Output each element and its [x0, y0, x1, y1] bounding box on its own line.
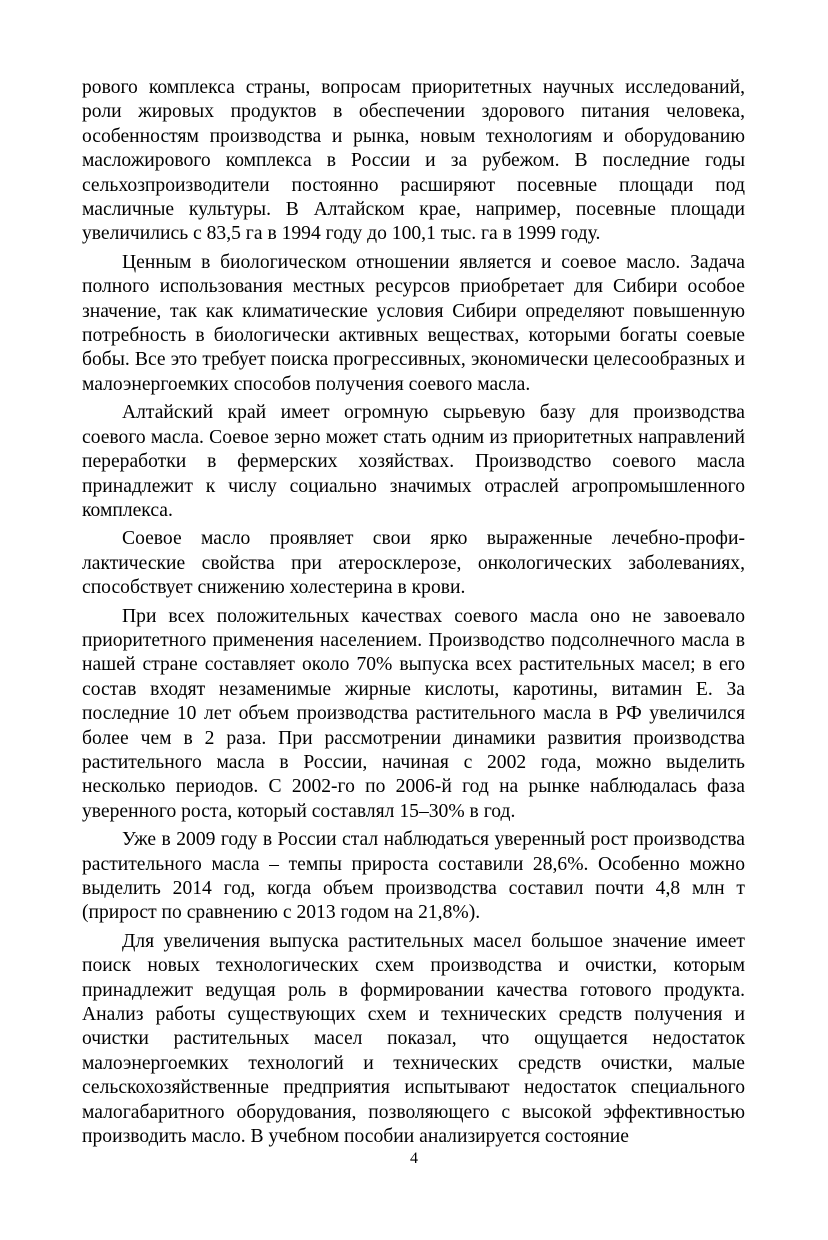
paragraph-7: Для увеличения выпуска растительных масел большое значение имеет поиск новых технологических схем производства и очистки, которым принадлежит ведущая роль в формировании качества готового продукта. Анализ работы существующих схем и технических средств получения и очистки растительных масел показал, что ощущается недостаток малоэнергоемких технологий и технических средств очистки, малые сельскохозяйственные предприятия испытывают недостаток специального малогабаритного оборудования, позволяющего с высокой эффективностью производить масло. В учебном пособии анализируется состояние [82, 930, 745, 1148]
paragraph-5: При всех положительных качествах соевого масла оно не завоевало приоритетного применения населением. Производство подсолнечного масла в нашей стране составляет около 70% выпуска всех растительных масел; в его состав входят незаменимые жирные кислоты, каротины, витамин Е. За последние 10 лет объем производства растительного масла в РФ увеличился более чем в 2 раза. При рассмотрении динамики развития производства растительного масла в России, начиная с 2002 года, можно выделить несколько периодов. С 2002-го по 2006-й год на рынке наблюдалась фаза уверенного роста, который составлял 15–30% в год. [82, 605, 745, 822]
page-number: 4 [410, 1150, 418, 1167]
paragraph-4: Соевое масло проявляет свои ярко выраженные лечебно-профилактические свойства при атеросклерозе, онкологических заболеваниях, способствует снижению холестерина в крови. [82, 528, 745, 599]
paragraph-3: Алтайский край имеет огромную сырьевую базу для производства соевого масла. Соевое зерно может стать одним из приоритетных направлений переработки в фермерских хозяйствах. Производство соевого масла принадлежит к числу социально значимых отраслей агропромышленного комплекса. [82, 402, 745, 521]
paragraph-2: Ценным в биологическом отношении является и соевое масло. Задача полного использования местных ресурсов приобретает для Сибири особое значение, так как климатические условия Сибири определяют повышенную потребность в биологически активных веществах, которыми богаты соевые бобы. Все это требует поиска прогрессивных, экономически целесообразных и малоэнергоемких способов получения соевого масла. [82, 251, 745, 395]
paragraph-6: Уже в 2009 году в России стал наблюдаться уверенный рост производства растительного масла – темпы прироста составили 28,6%. Особенно можно выделить 2014 год, когда объем производства составил почти 4,8 млн т (прирост по сравнению с 2013 годом на 21,8%). [82, 829, 745, 924]
paragraph-1: рового комплекса страны, вопросам приоритетных научных исследований, роли жировых продуктов в обеспечении здорового питания человека, особенностям производства и рынка, новым технологиям и оборудованию масложирового комплекса в России и за рубежом. В последние годы сельхозпроизводители постоянно расширяют посевные площади под масличные культуры. В Алтайском крае, например, посевные площади увеличились с 83,5 га в 1994 году до 100,1 тыс. га в 1999 году. [82, 77, 745, 245]
document-body [82, 76, 745, 1149]
